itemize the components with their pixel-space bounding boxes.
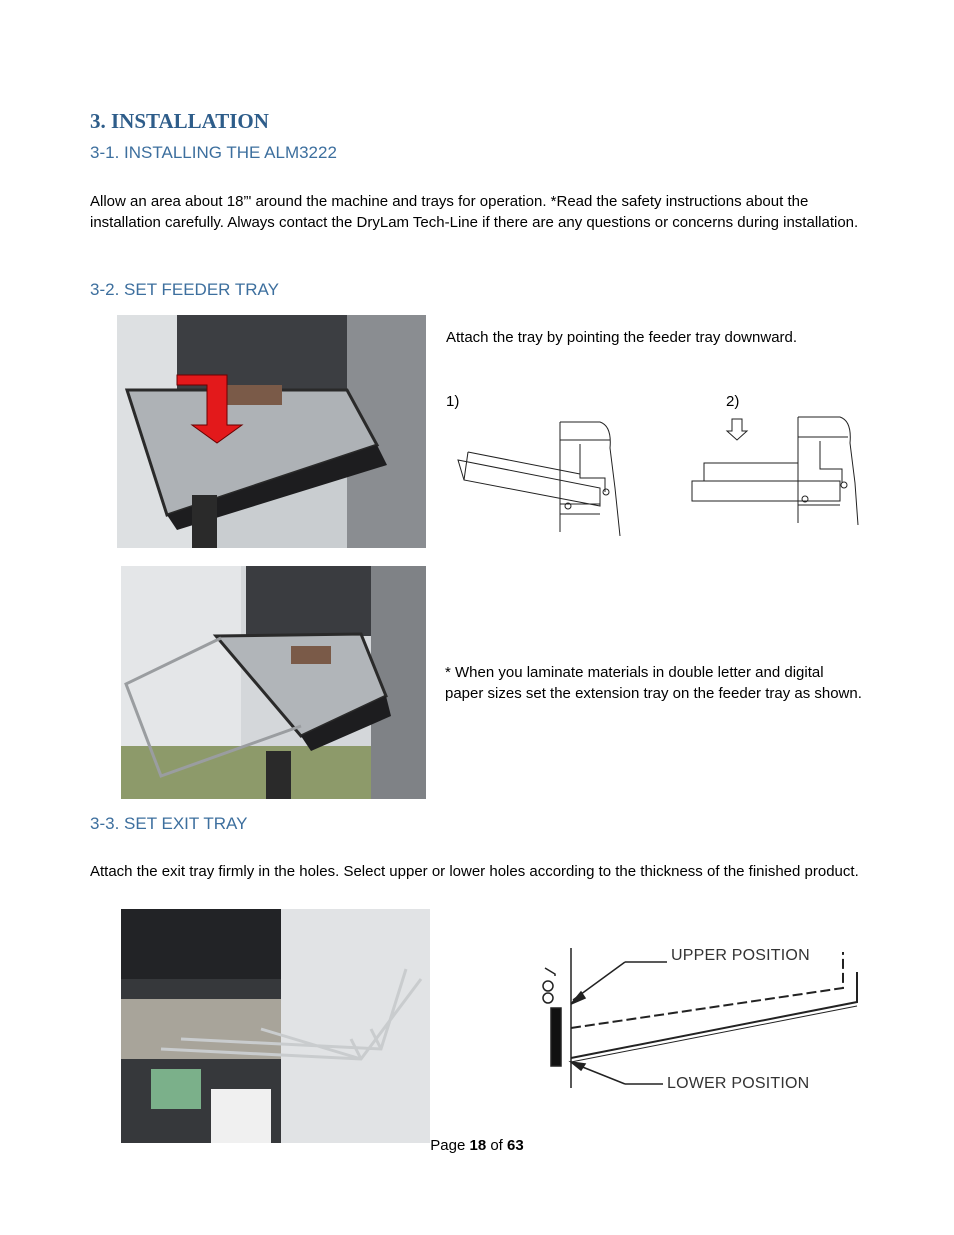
heading-installing: 3-1. INSTALLING THE ALM3222 — [90, 143, 337, 162]
section-title: 3. INSTALLATION — [90, 109, 269, 133]
page-footer — [0, 1137, 954, 1154]
step-1-label: 1) — [446, 393, 460, 410]
down-arrow-icon — [727, 419, 747, 440]
footer-of-word: of — [490, 1137, 503, 1154]
footer-total-pages: 63 — [507, 1137, 524, 1154]
attach-tray-text: Attach the tray by pointing the feeder tray downward. — [446, 329, 798, 346]
footer-page-word: Page — [430, 1137, 466, 1154]
tray-insert-diagram-2 — [690, 413, 865, 531]
footer-page-number: 18 — [469, 1137, 487, 1154]
heading-feeder-tray: 3-2. SET FEEDER TRAY — [90, 280, 279, 299]
extension-tray-photo — [121, 566, 426, 799]
step-2-label: 2) — [726, 393, 740, 410]
exit-tray-paragraph: Attach the exit tray firmly in the holes. Select upper or lower holes according to the thickness of the finished product. — [90, 863, 859, 880]
heading-exit-tray: 3-3. SET EXIT TRAY — [90, 814, 248, 833]
extension-tray-note: * When you laminate materials in double letter and digital paper sizes set the extension tray on the feeder tray as shown. — [445, 664, 862, 702]
lower-position-label: LOWER POSITION — [667, 1075, 810, 1092]
install-paragraph: Allow an area about 18”' around the machine and trays for operation. *Read the safety instructions about the installation carefully. Always contact the DryLam Tech-Line if there are any questions or concerns during installation. — [90, 193, 859, 231]
exit-tray-photo — [121, 909, 430, 1143]
upper-position-label: UPPER POSITION — [671, 947, 810, 964]
feeder-tray-photo — [117, 315, 426, 548]
tray-insert-diagram-1 — [450, 418, 630, 536]
